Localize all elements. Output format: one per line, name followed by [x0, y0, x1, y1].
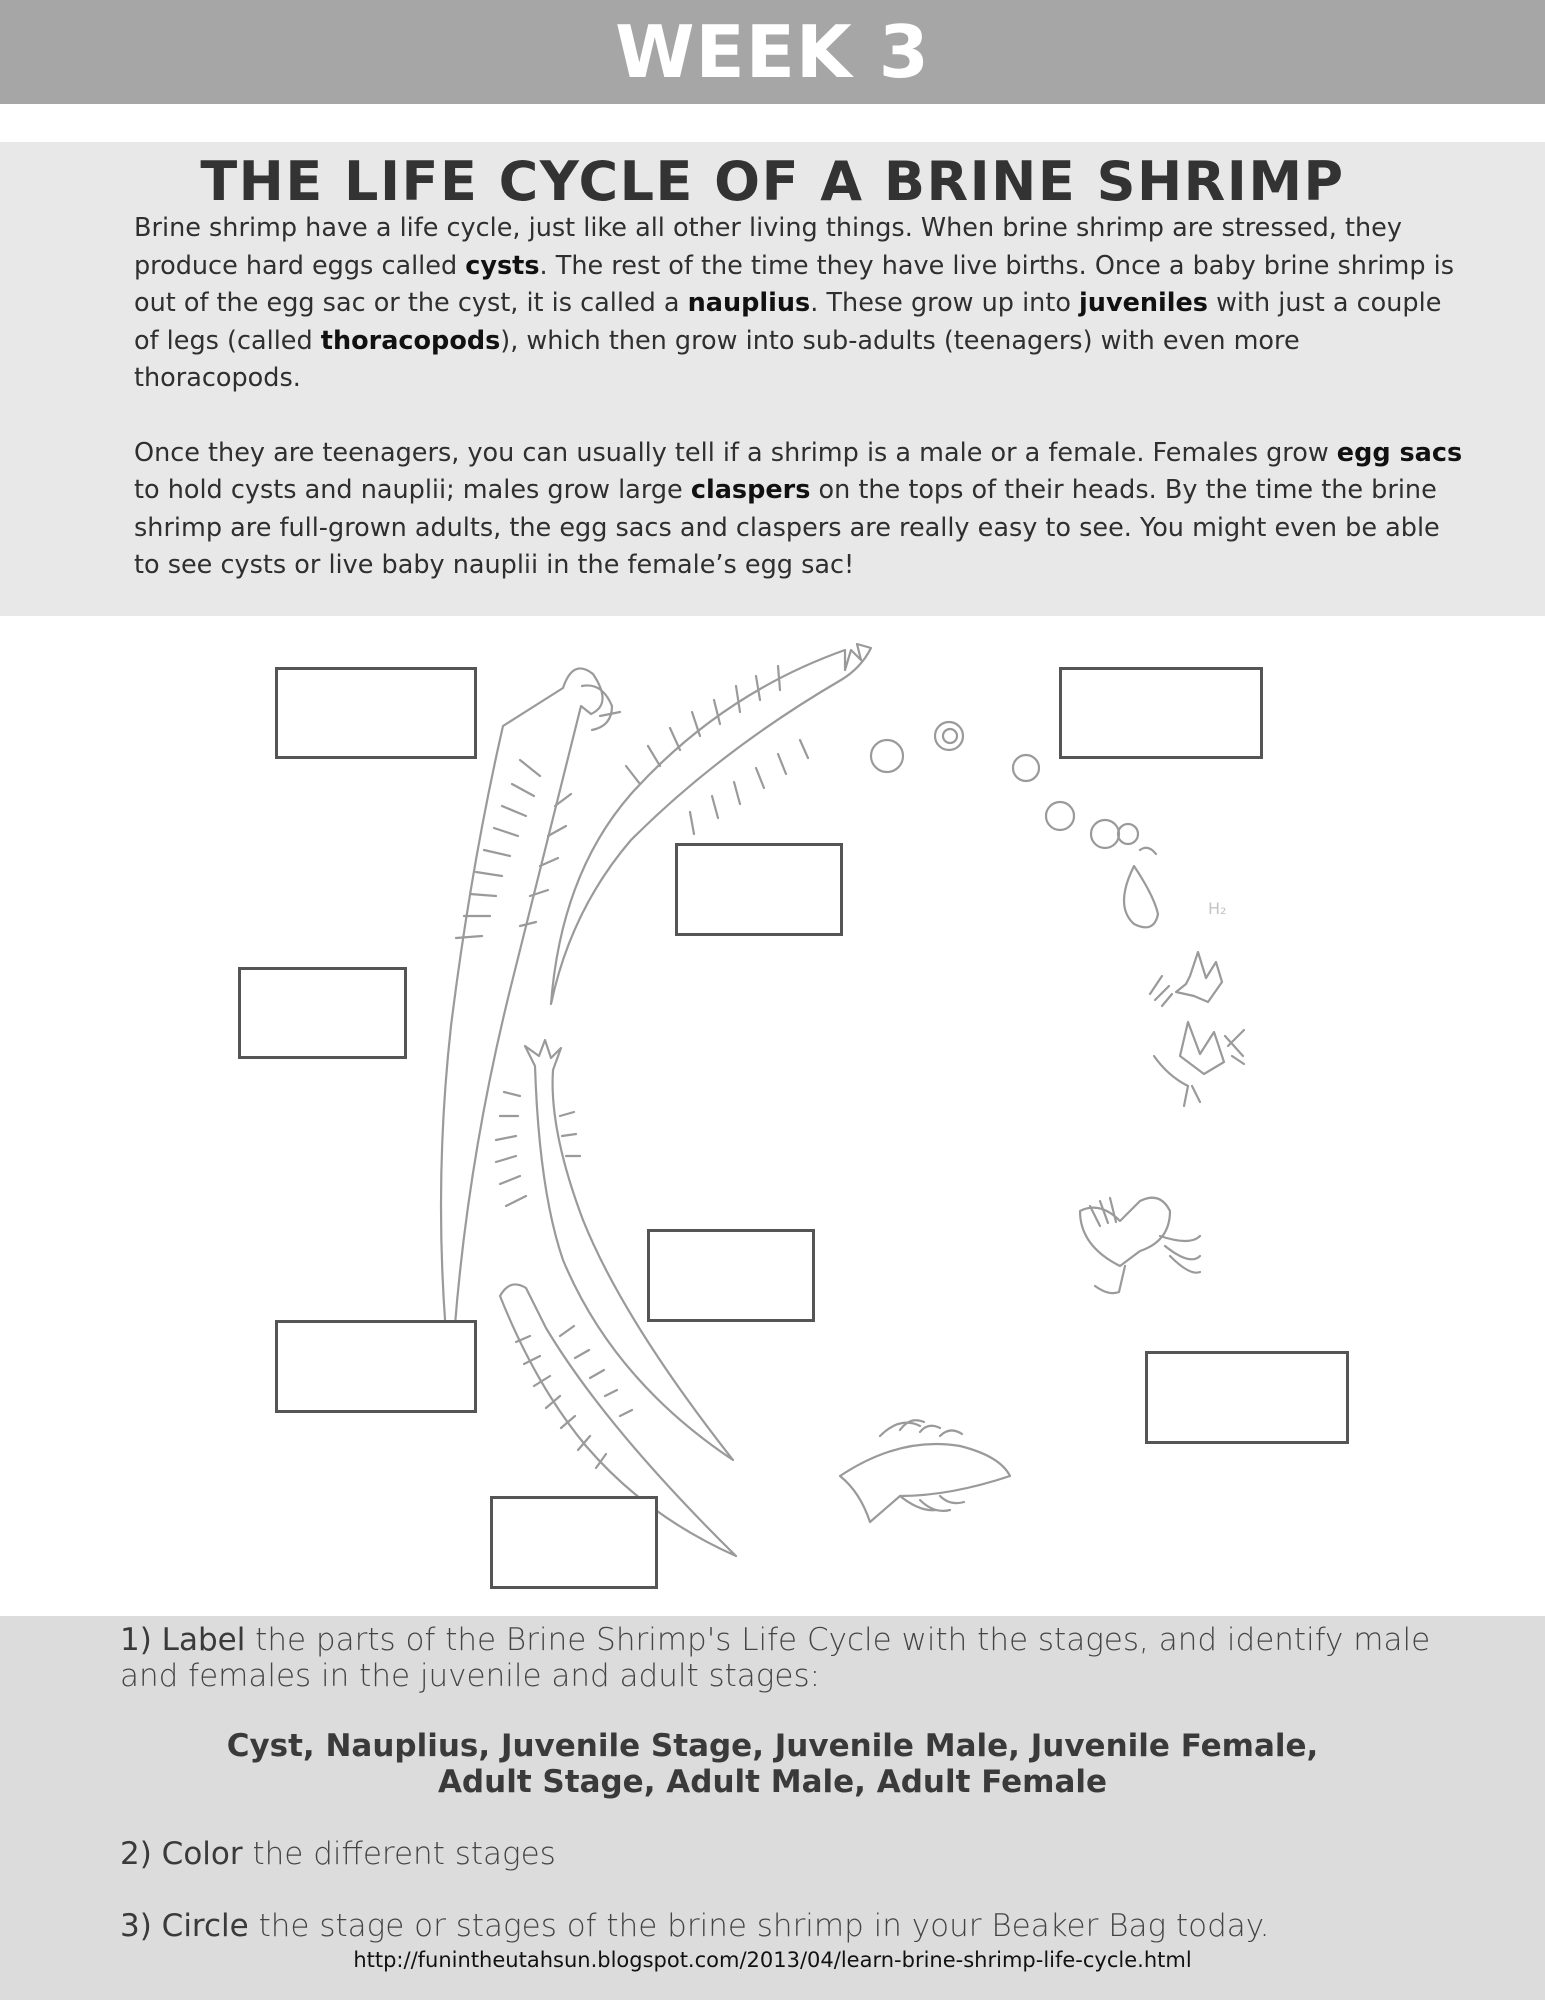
life-cycle-diagram — [0, 616, 1545, 1616]
p1-text: ), which then grow into sub-adults (teenagers) with even more thoracopods. — [134, 325, 1300, 393]
label-box-7[interactable] — [1145, 1351, 1349, 1444]
instruction-3-verb: 3) Circle — [120, 1908, 249, 1944]
instruction-1-text: the parts of the Brine Shrimp's Life Cycle with the stages, and identify male and females in the juvenile and adult stages: — [120, 1622, 1431, 1694]
label-box-8[interactable] — [490, 1496, 658, 1589]
instruction-1-verb: 1) Label — [120, 1622, 246, 1658]
instruction-2-verb: 2) Color — [120, 1836, 243, 1872]
term-thoracopods: thoracopods — [320, 325, 501, 356]
instruction-2-text: the different stages — [242, 1836, 556, 1872]
stage-list-line-1: Cyst, Nauplius, Juvenile Stage, Juvenile Male, Juvenile Female, — [226, 1728, 1319, 1764]
term-claspers: claspers — [690, 475, 811, 505]
adult-arc-drawing — [551, 644, 871, 1004]
label-box-1[interactable] — [275, 667, 477, 759]
instruction-3-text: the stage or stages of the brine shrimp in your Beaker Bag today. — [248, 1908, 1270, 1944]
instruction-1 — [120, 1622, 1450, 1694]
worksheet-title: THE LIFE CYCLE OF A BRINE SHRIMP — [200, 150, 1345, 213]
intro-text — [134, 210, 1464, 610]
p2-text: on the tops of their heads. By the time the brine shrimp are full-grown adults, the egg sacs and claspers are really easy to see. You might even be able to see cysts or live baby nauplii in the female’s egg sac! — [134, 475, 1440, 580]
p1-text: with just a couple of legs (called — [134, 288, 1442, 356]
adult-vertical-drawing — [441, 668, 620, 1386]
intro-paragraph-1 — [134, 210, 1464, 398]
p1-text: . These grow up into — [810, 288, 1080, 318]
p2-text: Once they are teenagers, you can usually tell if a shrimp is a male or a female. Females grow — [134, 437, 1337, 468]
label-box-4[interactable] — [238, 967, 407, 1059]
stage-list-line-2: Adult Stage, Adult Male, Adult Female — [437, 1764, 1108, 1800]
label-box-2[interactable] — [1059, 667, 1263, 759]
header-bar — [0, 0, 1545, 104]
intro-paragraph-2 — [134, 435, 1464, 585]
label-box-5[interactable] — [647, 1229, 815, 1322]
p1-text: . The rest of the time they have live births. Once a baby brine shrimp is out of the egg sac or the cyst, it is called a — [134, 250, 1455, 318]
p1-text: Brine shrimp have a life cycle, just like all other living things. When brine shrimp are stressed, they produce hard eggs called — [134, 213, 1402, 281]
nauplius-drawings — [1150, 952, 1244, 1106]
instruction-2 — [120, 1836, 1450, 1872]
juvenile-drawing — [1080, 1198, 1200, 1293]
source-url: http://funintheutahsun.blogspot.com/2013/04/learn-brine-shrimp-life-cycle.html — [353, 1948, 1192, 1972]
week-title: WEEK 3 — [615, 10, 930, 94]
label-box-6[interactable] — [275, 1320, 477, 1413]
instruction-3 — [120, 1908, 1450, 1944]
faint-mark: H₂ — [1208, 899, 1227, 918]
p2-text: to hold cysts and nauplii; males grow large — [134, 475, 691, 505]
term-cysts: cysts — [465, 250, 540, 281]
term-nauplius: nauplius — [687, 288, 811, 318]
term-egg-sacs: egg sacs — [1336, 437, 1463, 468]
term-juveniles: juveniles — [1079, 288, 1208, 318]
sub-adult-drawing — [840, 1420, 1010, 1522]
life-cycle-drawing — [0, 616, 1545, 1616]
label-box-3[interactable] — [675, 843, 843, 936]
